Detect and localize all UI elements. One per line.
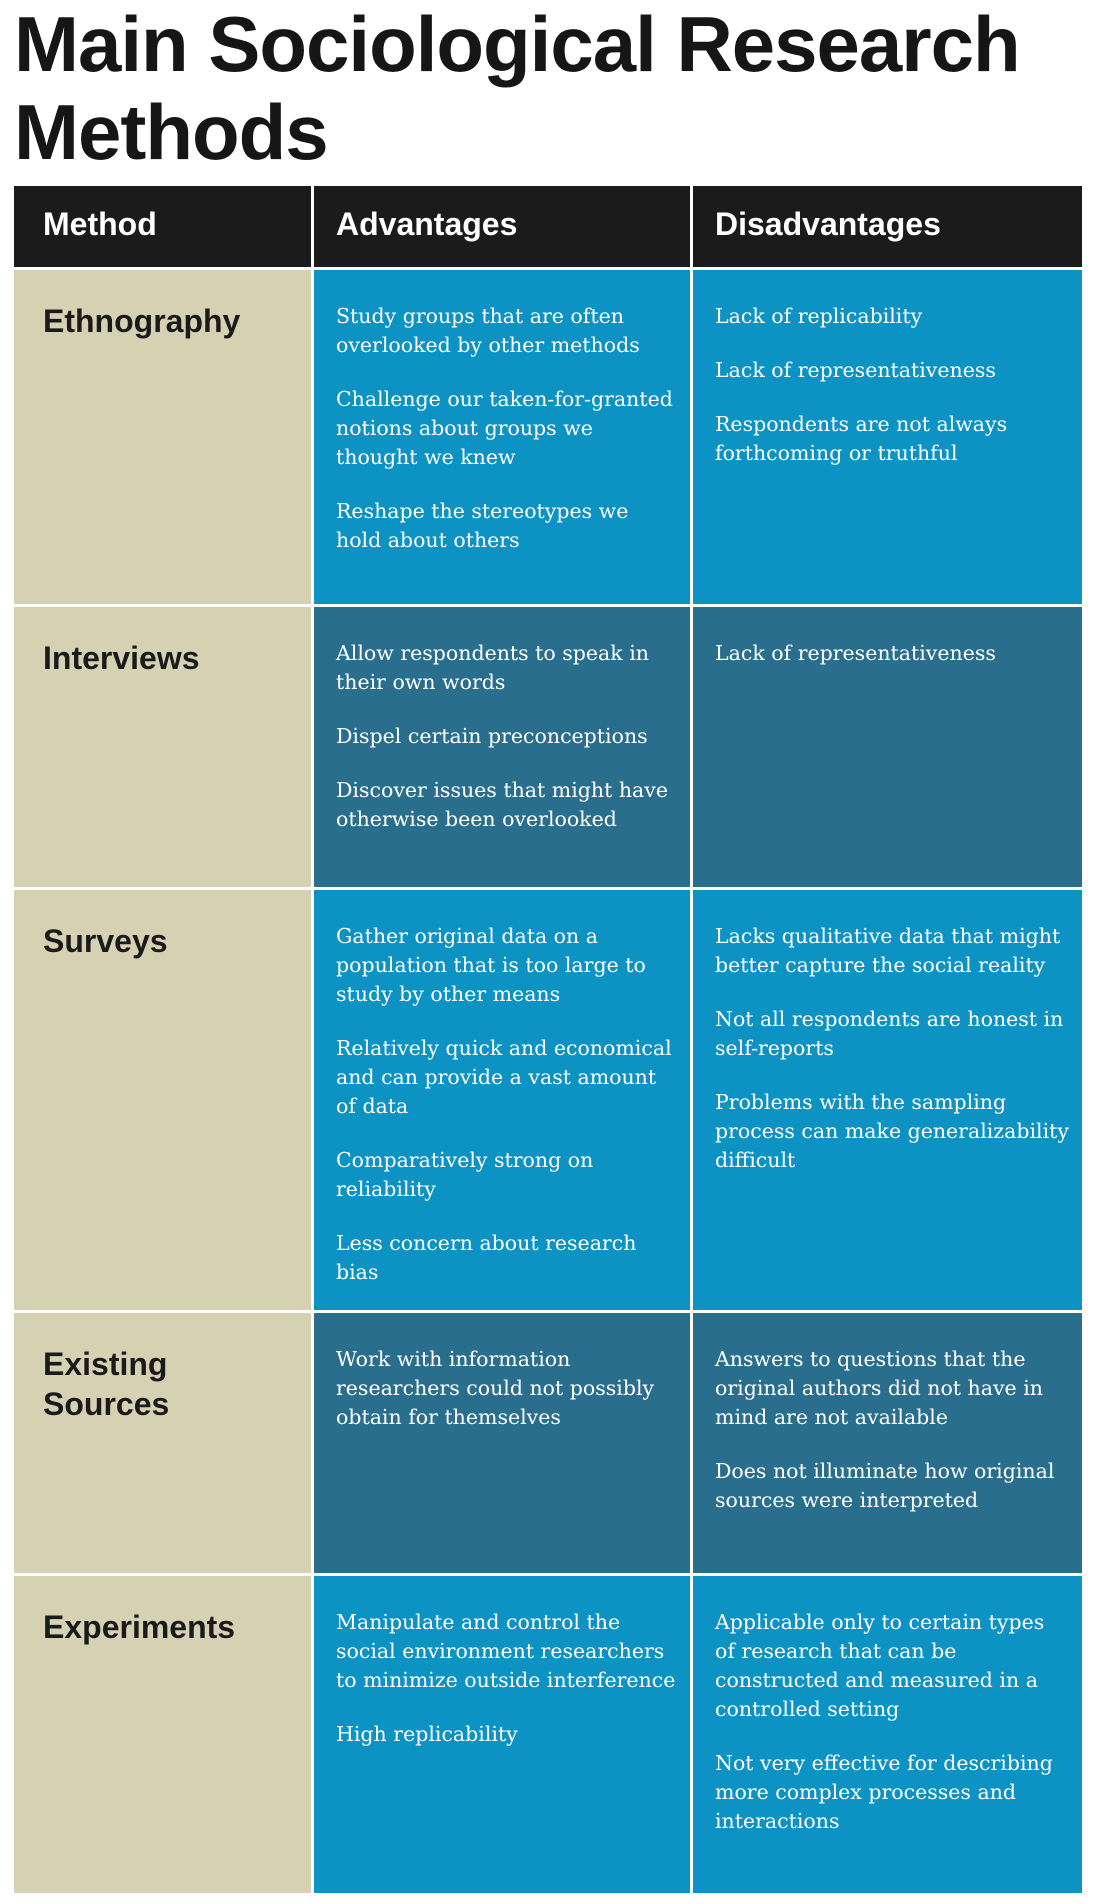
method-experiments: Experiments — [14, 1576, 311, 1893]
advantages-ethnography — [314, 270, 690, 604]
advantages-experiments — [314, 1576, 690, 1893]
disadvantage-item: Not very effective for describing more complex processes and interactions — [715, 1751, 1053, 1833]
disadvantage-item: Lacks qualitative data that might better capture the social reality — [715, 924, 1061, 977]
header-advantages: Advantages — [314, 186, 690, 267]
disadvantages-interviews — [693, 607, 1082, 887]
disadvantages-existing-sources — [693, 1313, 1082, 1573]
advantage-item: Discover issues that might have otherwise been overlooked — [336, 778, 668, 831]
disadvantage-item: Answers to questions that the original authors did not have in mind are not available — [715, 1347, 1043, 1429]
disadvantage-item: Does not illuminate how original sources were interpreted — [715, 1459, 1055, 1512]
disadvantages-experiments — [693, 1576, 1082, 1893]
advantage-item: High replicability — [336, 1722, 518, 1746]
advantage-item: Relatively quick and economical and can provide a vast amount of data — [336, 1036, 672, 1118]
disadvantage-item: Lack of representativeness — [715, 358, 996, 382]
disadvantages-ethnography — [693, 270, 1082, 604]
method-existing-sources: Existing Sources — [14, 1313, 311, 1573]
advantage-item: Gather original data on a population that is too large to study by other means — [336, 924, 646, 1006]
disadvantage-item: Lack of representativeness — [715, 641, 996, 665]
disadvantages-surveys — [693, 890, 1082, 1310]
disadvantage-item: Not all respondents are honest in self-reports — [715, 1007, 1064, 1060]
page-title: Main Sociological Research Methods — [14, 0, 1020, 176]
advantages-surveys — [314, 890, 690, 1310]
disadvantage-item: Problems with the sampling process can make generalizability difficult — [715, 1090, 1069, 1172]
method-interviews: Interviews — [14, 607, 311, 887]
method-surveys: Surveys — [14, 890, 311, 1310]
advantage-item: Reshape the stereotypes we hold about others — [336, 499, 629, 552]
method-ethnography: Ethnography — [14, 270, 311, 604]
advantage-item: Work with information researchers could not possibly obtain for themselves — [336, 1347, 655, 1429]
advantage-item: Manipulate and control the social environment researchers to minimize outside interference — [336, 1610, 676, 1692]
advantage-item: Study groups that are often overlooked by other methods — [336, 304, 640, 357]
advantage-item: Comparatively strong on reliability — [336, 1148, 594, 1201]
disadvantage-item: Applicable only to certain types of research that can be constructed and measured in a controlled setting — [715, 1610, 1045, 1721]
disadvantage-item: Respondents are not always forthcoming or truthful — [715, 412, 1008, 465]
advantage-item: Dispel certain preconceptions — [336, 724, 648, 748]
advantage-item: Challenge our taken-for-granted notions about groups we thought we knew — [336, 387, 673, 469]
disadvantage-item: Lack of replicability — [715, 304, 923, 328]
methods-table — [14, 186, 1082, 1890]
header-disadvantages: Disadvantages — [693, 186, 1082, 267]
advantages-existing-sources — [314, 1313, 690, 1573]
header-method: Method — [14, 186, 311, 267]
advantage-item: Allow respondents to speak in their own words — [336, 641, 649, 694]
advantage-item: Less concern about research bias — [336, 1231, 637, 1284]
advantages-interviews — [314, 607, 690, 887]
